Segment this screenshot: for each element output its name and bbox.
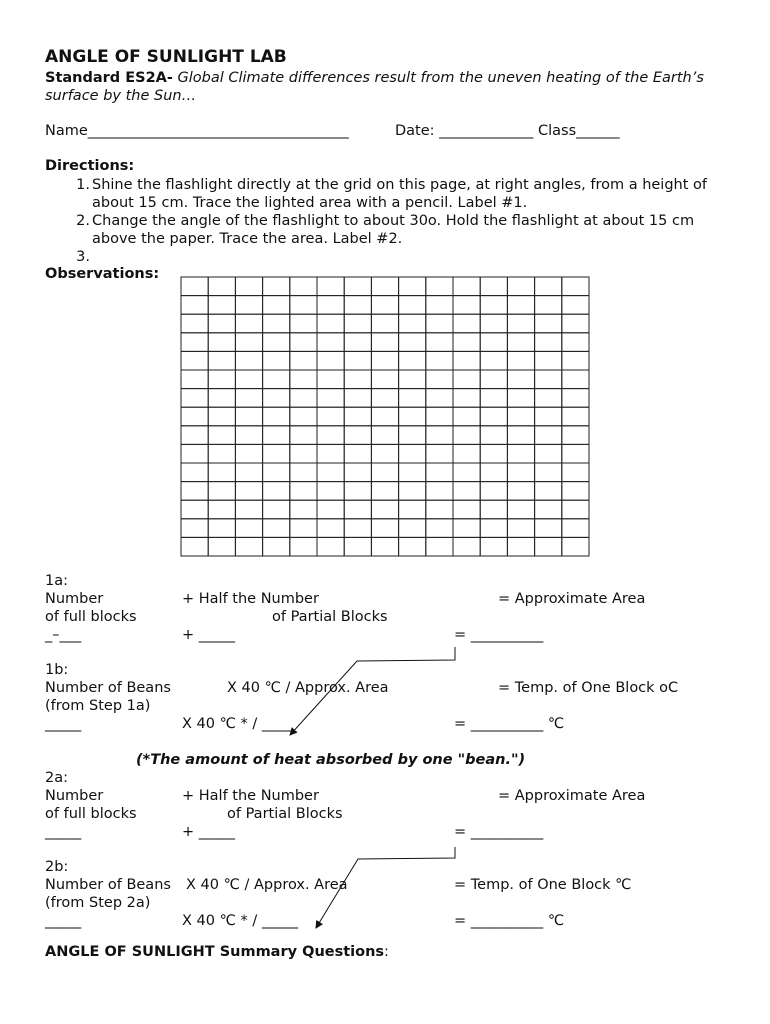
directions-heading: Directions: <box>45 158 135 174</box>
list-item-number: 3. <box>76 249 90 265</box>
full-blocks-blank-1a[interactable]: _–___ <box>45 627 82 643</box>
section-2b-col1-line1: Number of Beans <box>45 877 171 893</box>
standard-text: Global Climate differences result from the uneven heating of the Earth’s surface by the Sun… <box>45 70 704 104</box>
bean-note: (*The amount of heat absorbed by one "bean.") <box>136 752 526 768</box>
summary-heading-colon: : <box>384 944 389 960</box>
partial-blocks-blank-1a[interactable]: + _____ <box>182 627 236 643</box>
section-1a-col2-line2: of Partial Blocks <box>272 609 388 625</box>
list-item-text: Shine the flashlight directly at the grid on this page, at right angles, from a height of about 15 cm. Trace the lighted area with a pencil. Label #1. <box>92 177 708 211</box>
section-1a-col1-line1: Number <box>45 591 104 607</box>
temp-blank-1b[interactable]: = __________ ℃ <box>454 716 565 732</box>
section-1b-col1-line2: (from Step 1a) <box>45 698 151 714</box>
list-item-number: 2. <box>76 213 90 229</box>
arrow-2b-icon <box>316 847 455 928</box>
page-title: ANGLE OF SUNLIGHT LAB <box>45 47 287 67</box>
temp-blank-2b[interactable]: = __________ ℃ <box>454 913 565 929</box>
section-2a-label: 2a: <box>45 770 68 786</box>
section-1a-label: 1a: <box>45 573 68 589</box>
list-item-number: 1. <box>76 177 90 193</box>
observations-heading: Observations: <box>45 266 160 282</box>
area-blank-1b[interactable]: X 40 ℃ * / ____ <box>182 716 291 732</box>
full-blocks-blank-2a[interactable]: _____ <box>45 824 82 840</box>
section-2b-col3-line1: = Temp. of One Block ℃ <box>454 877 632 893</box>
section-2a-col2-line1: + Half the Number <box>182 788 319 804</box>
section-2b-col1-line2: (from Step 2a) <box>45 895 151 911</box>
section-2a-col1-line1: Number <box>45 788 104 804</box>
summary-heading <box>45 944 389 960</box>
section-1a-col3-line1: = Approximate Area <box>498 591 646 607</box>
list-item-text: Change the angle of the flashlight to about 30o. Hold the flashlight at about 15 cm above the paper. Trace the area. Label #2. <box>92 213 695 247</box>
section-2a-col2-line2: of Partial Blocks <box>227 806 343 822</box>
standard-label: Standard ES2A- <box>45 70 173 86</box>
section-2b-label: 2b: <box>45 859 69 875</box>
name-label: Name <box>45 123 88 139</box>
section-1b-col1-line1: Number of Beans <box>45 680 171 696</box>
beans-blank-1b[interactable]: _____ <box>45 716 82 732</box>
section-2a-col1-line2: of full blocks <box>45 806 137 822</box>
class-label: Class <box>538 123 577 139</box>
class-blank[interactable]: ______ <box>576 123 620 139</box>
arrow-1b-icon <box>290 647 455 735</box>
section-1a-col1-line2: of full blocks <box>45 609 137 625</box>
date-blank[interactable]: _____________ <box>439 123 534 139</box>
approx-area-blank-2a[interactable]: = __________ <box>454 824 544 840</box>
section-2b-col2-line1: X 40 ℃ / Approx. Area <box>186 877 348 893</box>
beans-blank-2b[interactable]: _____ <box>45 913 82 929</box>
partial-blocks-blank-2a[interactable]: + _____ <box>182 824 236 840</box>
date-label: Date: <box>395 123 435 139</box>
area-blank-2b[interactable]: X 40 ℃ * / _____ <box>182 913 299 929</box>
approx-area-blank-1a[interactable]: = __________ <box>454 627 544 643</box>
name-blank[interactable]: ____________________________________ <box>87 123 349 139</box>
section-2a-col3-line1: = Approximate Area <box>498 788 646 804</box>
section-1b-label: 1b: <box>45 662 69 678</box>
section-1a-col2-line1: + Half the Number <box>182 591 319 607</box>
summary-heading-text: ANGLE OF SUNLIGHT Summary Questions <box>45 944 385 960</box>
section-1b-col2-line1: X 40 ℃ / Approx. Area <box>227 680 389 696</box>
section-1b-col3-line1: = Temp. of One Block oC <box>498 680 679 696</box>
